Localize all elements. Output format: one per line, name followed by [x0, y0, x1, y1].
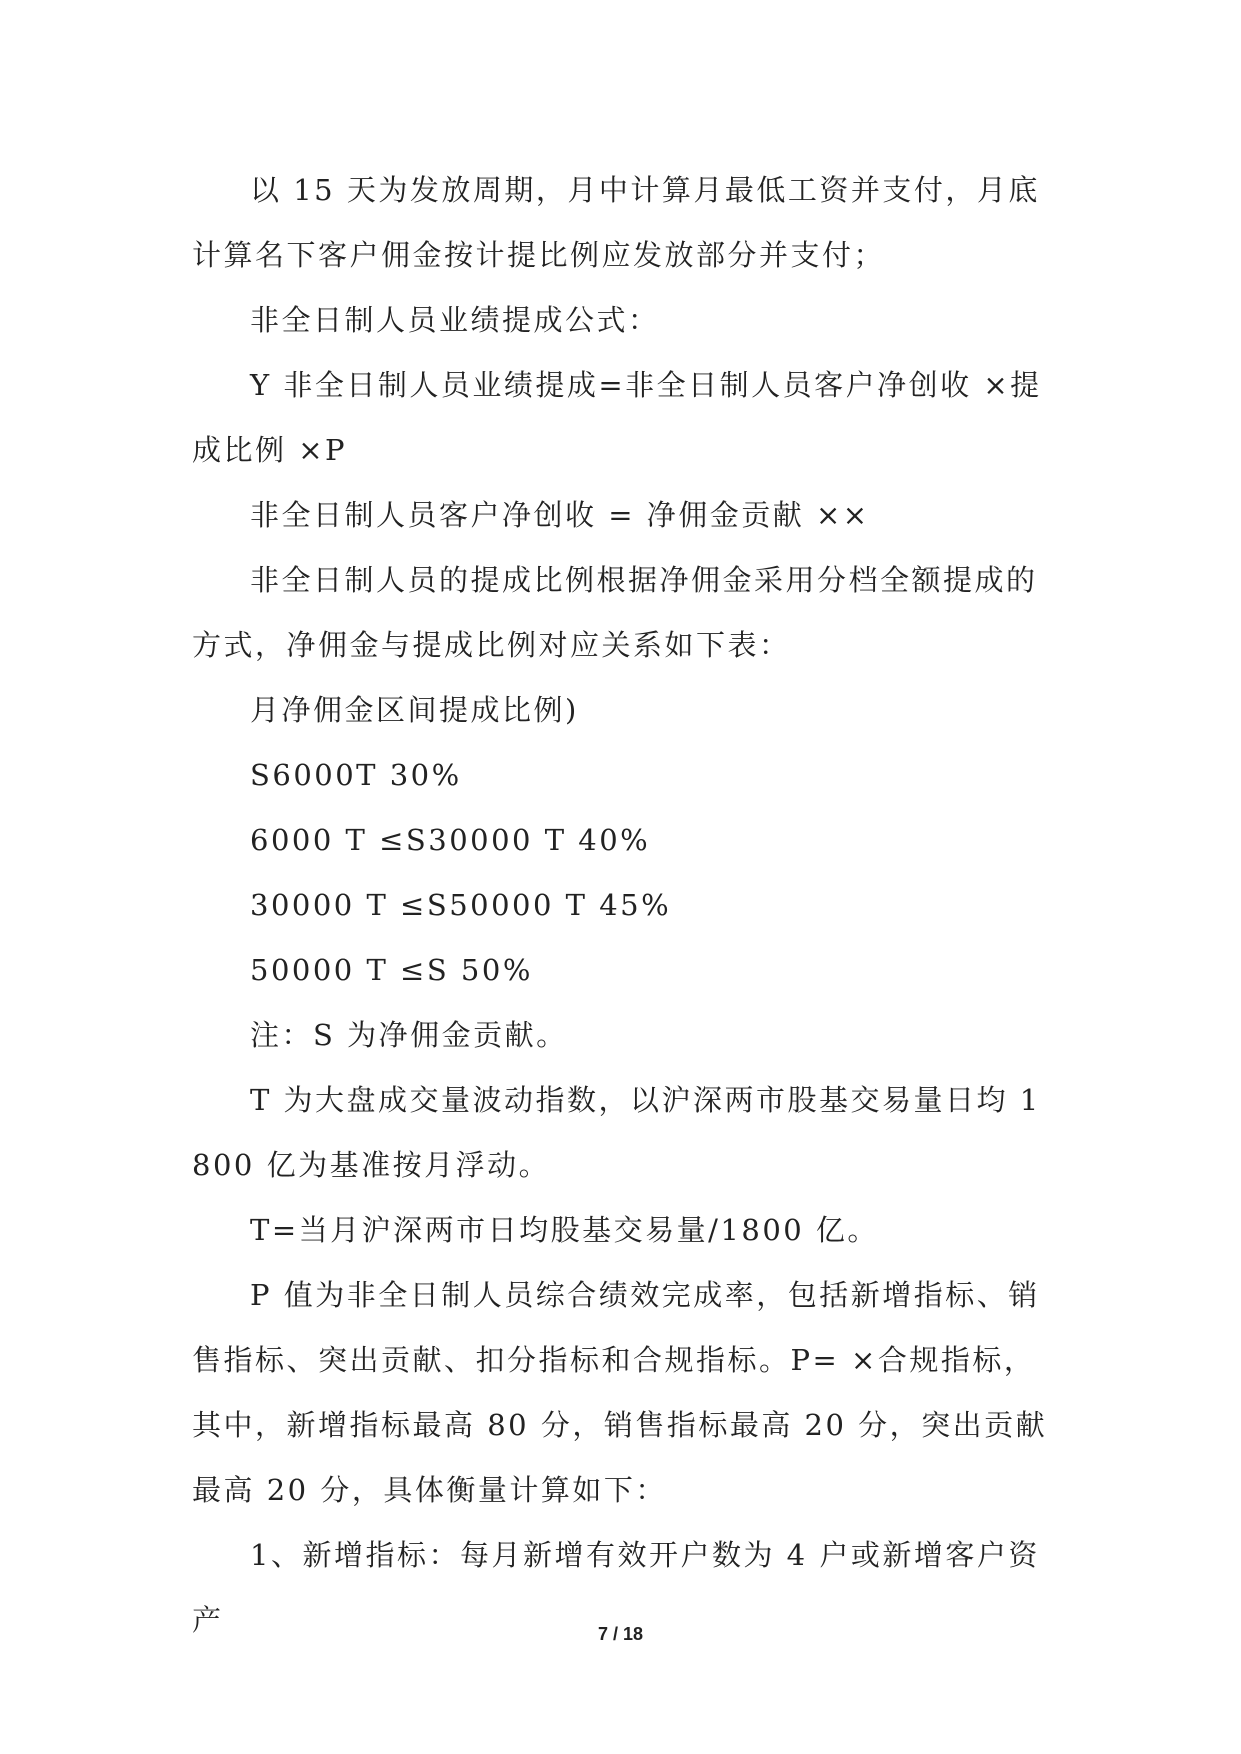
paragraph-payment-cycle: 以 15 天为发放周期，月中计算月最低工资并支付，月底计算名下客户佣金按计提比例应发放部分并支付； [192, 173, 1040, 272]
paragraph-tier-2: 6000 T ≤S30000 T 40% [250, 823, 651, 857]
paragraph-tier-4: 50000 T ≤S 50% [250, 953, 533, 987]
paragraph-t-formula: T=当月沪深两市日均股基交易量/1800 亿。 [250, 1213, 879, 1247]
paragraph-table-header: 月净佣金区间提成比例) [250, 693, 579, 727]
paragraph-formula-heading: 非全日制人员业绩提成公式： [250, 303, 660, 337]
page-number: 7 / 18 [597, 1624, 644, 1644]
paragraph-tier-3: 30000 T ≤S50000 T 45% [250, 888, 672, 922]
paragraph-p-description: P 值为非全日制人员综合绩效完成率，包括新增指标、销售指标、突出贡献、扣分指标和合规指标。P= ×合规指标，其中，新增指标最高 80 分，销售指标最高 20 分，突出贡献最高 20 分，具体衡量计算如下： [192, 1278, 1048, 1507]
paragraph-commission-formula: Y 非全日制人员业绩提成=非全日制人员客户净创收 ×提成比例 ×P [192, 368, 1042, 467]
document-body [192, 158, 1052, 1653]
paragraph-new-indicator: 1、新增指标：每月新增有效开户数为 4 户或新增客户资产 [192, 1538, 1040, 1637]
paragraph-note-t: T 为大盘成交量波动指数，以沪深两市股基交易量日均 1800 亿为基准按月浮动。 [192, 1083, 1041, 1182]
paragraph-net-revenue-formula: 非全日制人员客户净创收 = 净佣金贡献 ×× [250, 498, 870, 532]
paragraph-ratio-description: 非全日制人员的提成比例根据净佣金采用分档全额提成的方式，净佣金与提成比例对应关系如下表： [192, 563, 1038, 662]
paragraph-tier-1: S6000T 30% [250, 758, 462, 792]
paragraph-note-s: 注：S 为净佣金贡献。 [250, 1018, 568, 1052]
